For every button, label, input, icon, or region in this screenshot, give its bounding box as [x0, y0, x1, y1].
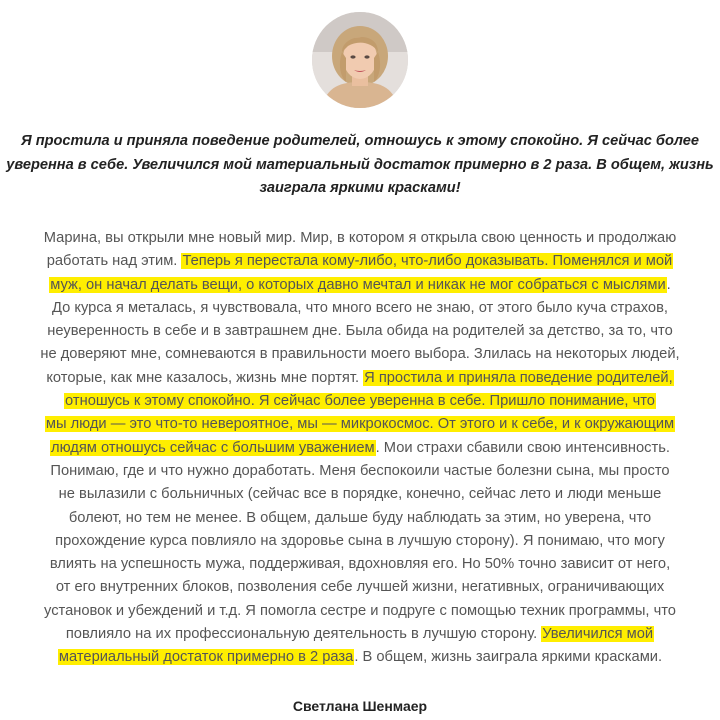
body-line — [30, 343, 690, 366]
body-line — [30, 297, 690, 320]
body-line — [30, 507, 690, 530]
body-text-segment: не вылазили с больничных (сейчас все в порядке, конечно, сейчас лето и люди меньше — [58, 486, 662, 503]
person-portrait-icon — [312, 12, 408, 108]
body-line — [30, 553, 690, 576]
body-text-segment: . В общем, жизнь заиграла яркими красками. — [354, 649, 663, 666]
body-line — [30, 227, 690, 250]
body-line — [30, 623, 690, 646]
avatar — [312, 12, 408, 108]
body-text-segment: . — [666, 276, 671, 293]
body-line — [30, 274, 690, 297]
body-line — [30, 367, 690, 390]
highlighted-text: Теперь я перестала кому-либо, что-либо доказывать. Поменялся и мой — [182, 253, 673, 270]
highlighted-text: людям отношусь сейчас с большим уважением — [51, 439, 375, 456]
body-text-segment: не доверяют мне, сомневаются в правильности моего выбора. Злилась на некоторых людей, — [40, 346, 680, 363]
highlighted-text: материальный достаток примерно в 2 раза — [58, 649, 354, 666]
body-text-segment: влиять на успешность мужа, поддерживая, вдохновляя его. Но 50% точно зависит от него, — [49, 556, 671, 573]
body-line — [30, 250, 690, 273]
quote-line: Я простила и приняла поведение родителей, отношусь к этому спокойно. Я сейчас более — [21, 133, 699, 149]
body-line — [30, 646, 690, 669]
body-line — [30, 413, 690, 436]
body-text-segment: . Мои страхи сбавили свою интенсивность. — [375, 439, 670, 456]
body-text-segment: работать над этим. — [46, 253, 182, 270]
body-line — [30, 390, 690, 413]
body-line — [30, 576, 690, 599]
body-text-segment: До курса я металась, я чувствовала, что много всего не знаю, от этого было куча страхов, — [52, 299, 668, 316]
highlighted-text: Увеличился мой — [542, 626, 654, 643]
body-text-segment: от его внутренних блоков, позволения себе лучшей жизни, негативных, ограничивающих — [55, 579, 665, 596]
testimonial-quote — [0, 130, 720, 201]
body-line — [30, 437, 690, 460]
body-text-segment: болеют, но тем не менее. В общем, дальше буду наблюдать за этим, но уверена, что — [68, 509, 652, 526]
body-text-segment: неуверенность в себе и в завтрашнем дне. Была обида на родителей за детство, за то, что — [47, 323, 673, 340]
highlighted-text: Я простила и приняла поведение родителей, — [364, 369, 673, 386]
body-text-segment: прохождение курса повлияло на здоровье сына в лучшую сторону). Я понимаю, что могу — [55, 532, 665, 549]
body-text-segment: повлияло на их профессиональную деятельность в лучшую сторону. — [65, 626, 542, 643]
quote-line: заиграла яркими красками! — [259, 180, 461, 196]
highlighted-text: мы люди — это что-то невероятное, мы — микрокосмос. От этого и к себе, и к окружающим — [45, 416, 675, 433]
body-text-segment: Понимаю, где и что нужно доработать. Меня беспокоили частые болезни сына, мы просто — [50, 462, 670, 479]
highlighted-text: муж, он начал делать вещи, о которых давно мечтал и никак не мог собраться с мыслями — [50, 276, 666, 293]
testimonial-body — [30, 227, 690, 670]
body-text-segment: Марина, вы открыли мне новый мир. Мир, в котором я открыла свою ценность и продолжаю — [43, 230, 677, 246]
quote-line: уверенна в себе. Увеличился мой материальный достаток примерно в 2 раза. В общем, жизнь — [6, 156, 714, 173]
highlighted-text: отношусь к этому спокойно. Я сейчас более уверенна в себе. Пришло понимание, что — [65, 393, 655, 410]
body-line — [30, 530, 690, 553]
body-line — [30, 600, 690, 623]
body-line — [30, 483, 690, 506]
body-line — [30, 460, 690, 483]
body-line — [30, 320, 690, 343]
body-text-segment: установок и убеждений и т.д. Я помогла сестре и подруге с помощью техник программы, что — [44, 602, 676, 619]
author-name: Светлана Шенмаер — [292, 698, 428, 714]
body-text-segment: которые, как мне казалось, жизнь мне портят. — [46, 369, 364, 386]
